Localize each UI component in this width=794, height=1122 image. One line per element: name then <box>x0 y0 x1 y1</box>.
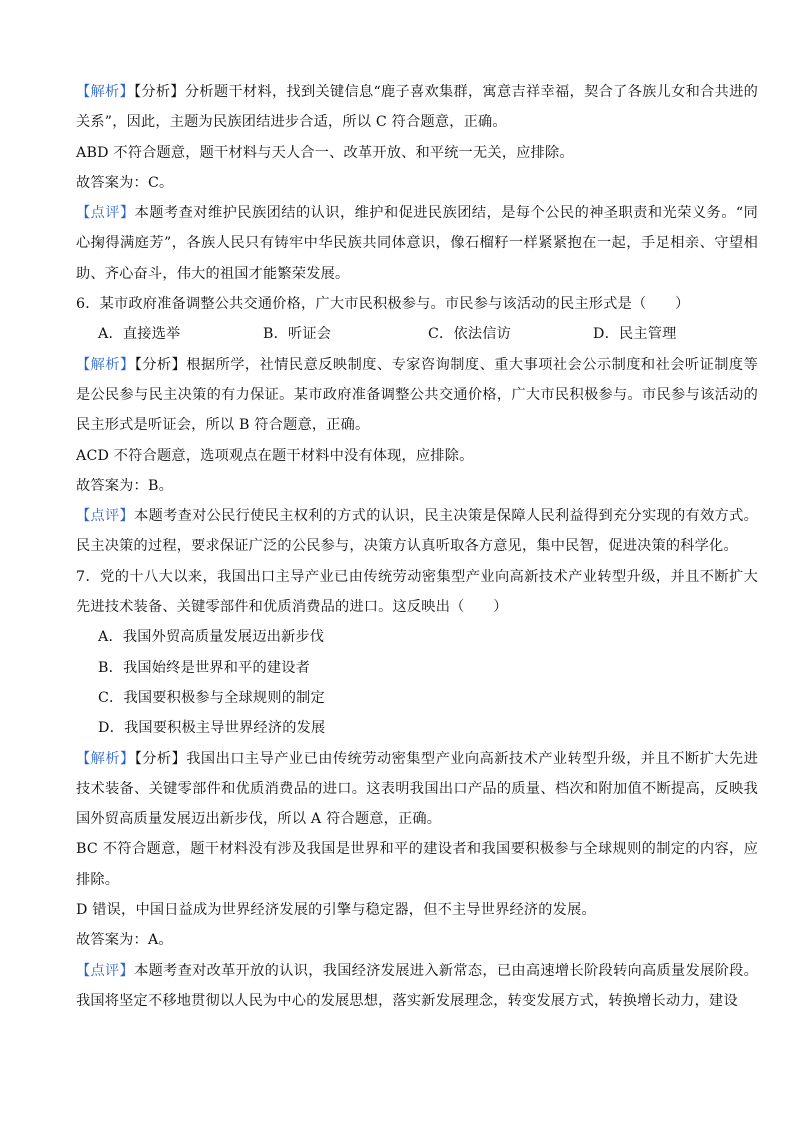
q6-option-b: B．听证会 <box>263 326 332 343</box>
q6-option-c: C．依法信访 <box>428 326 511 343</box>
q7-stem: 7．党的十八大以来，我国出口主导产业已由传统劳动密集型产业向高新技术产业转型升级，并且不断扩大先进技术装备、关键零部件和优质消费品的进口。这反映出（ ） <box>76 568 758 616</box>
q7-analysis-text: 【分析】我国出口主导产业已由传统劳动密集型产业向高新技术产业转型升级，并且不断扩大先进技术装备、关键零部件和优质消费品的进口。这表明我国出口产品的质量、档次和附加值不断提高，反映我国外贸高质量发展迈出新步伐，所以 A 符合题意，正确。 <box>76 750 758 828</box>
q5-comment <box>76 198 758 289</box>
q6-stem: 6．某市政府准备调整公共交通价格，广大市民积极参与。市民参与该活动的民主形式是（ ） <box>76 296 690 313</box>
q7-option-d: D．我国要积极主导世界经济的发展 <box>98 720 326 737</box>
q6-analysis-text: 【分析】根据所学，社情民意反映制度、专家咨询制度、重大事项社会公示制度和社会听证制度等是公民参与民主决策的有力保证。某市政府准备调整公共交通价格，广大市民积极参与。市民参与该活动的民主形式是听证会，所以 B 符合题意，正确。 <box>76 356 758 434</box>
q6-answer: 故答案为：B。 <box>76 477 173 494</box>
q6-option-d: D．民主管理 <box>593 326 677 343</box>
dianping-tag: 【点评】 <box>76 962 135 979</box>
q7-answer: 故答案为：A。 <box>76 932 173 949</box>
q7-analysis-exclusion-bc: BC 不符合题意，题干材料没有涉及我国是世界和平的建设者和我国要积极参与全球规则的制定的内容，应排除。 <box>76 841 758 888</box>
q6-analysis <box>76 350 758 441</box>
jiexi-tag: 【解析】 <box>76 356 135 373</box>
q5-analysis-text: 【分析】分析题干材料，找到关键信息“鹿子喜欢集群，寓意吉祥幸福，契合了各族儿女和合共进的关系”，因此，主题为民族团结进步合适，所以 C 符合题意，正确。 <box>76 84 758 131</box>
q6-options <box>76 319 758 349</box>
q5-answer: 故答案为：C。 <box>76 174 174 191</box>
q6-option-a: A．直接选举 <box>98 326 181 343</box>
q7-comment-text: 本题考查对改革开放的认识，我国经济发展进入新常态，已由高速增长阶段转向高质量发展阶段。我国将坚定不移地贯彻以人民为中心的发展思想，落实新发展理念，转变发展方式，转换增长动力，建设 <box>76 962 758 1009</box>
q7-option-c: C．我国要积极参与全球规则的制定 <box>98 689 325 706</box>
q5-comment-text: 本题考查对维护民族团结的认识，维护和促进民族团结，是每个公民的神圣职责和光荣义务。“同心掬得满庭芳”，各族人民只有铸牢中华民族共同体意识，像石榴籽一样紧紧抱在一起，手足相亲、守望相助、齐心奋斗，伟大的祖国才能繁荣发展。 <box>76 205 758 282</box>
q7-analysis <box>76 744 758 835</box>
q7-analysis-exclusion-d: D 错误，中国日益成为世界经济发展的引擎与稳定器，但不主导世界经济的发展。 <box>76 902 596 919</box>
jiexi-tag: 【解析】 <box>76 750 135 767</box>
q6-comment <box>76 501 758 562</box>
dianping-tag: 【点评】 <box>76 205 135 222</box>
q7-option-b: B．我国始终是世界和平的建设者 <box>98 659 311 676</box>
jiexi-tag: 【解析】 <box>76 84 135 100</box>
q5-analysis <box>76 77 758 138</box>
dianping-tag: 【点评】 <box>76 508 135 525</box>
q7-option-a: A．我国外贸高质量发展迈出新步伐 <box>98 629 325 646</box>
q6-analysis-exclusion: ACD 不符合题意，选项观点在题干材料中没有体现，应排除。 <box>76 447 474 464</box>
q5-analysis-exclusion: ABD 不符合题意，题干材料与天人合一、改革开放、和平统一无关，应排除。 <box>76 144 574 161</box>
q6-comment-text: 本题考查对公民行使民主权利的方式的认识，民主决策是保障人民利益得到充分实现的有效方式。民主决策的过程，要求保证广泛的公民参与，决策方认真听取各方意见，集中民智，促进决策的科学化。 <box>76 508 758 555</box>
q7-comment <box>76 956 758 1017</box>
